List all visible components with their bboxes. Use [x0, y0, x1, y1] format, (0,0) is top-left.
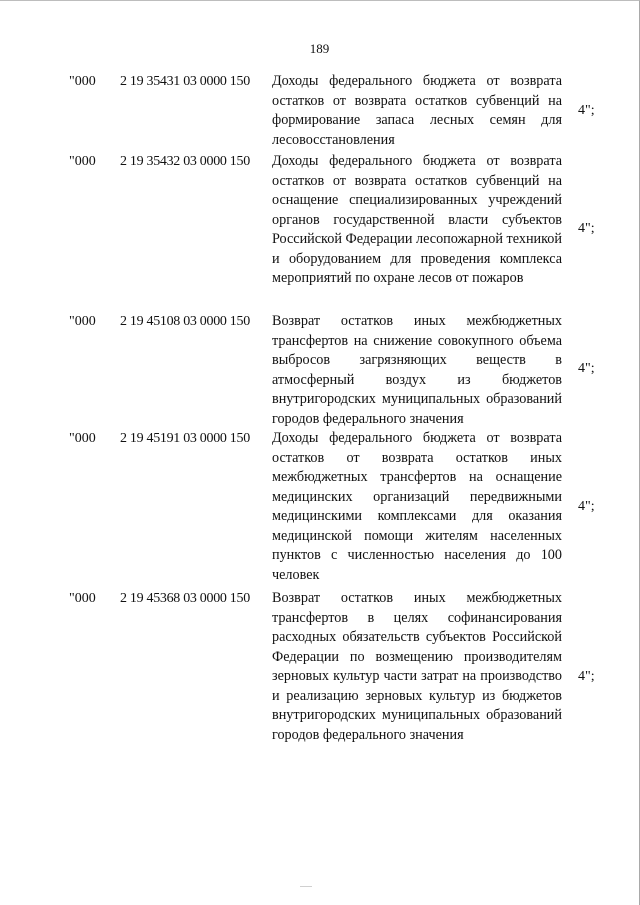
scan-artifact-line — [300, 886, 312, 887]
entry-suffix: 4"; — [578, 221, 595, 236]
page-number: 189 — [309, 41, 330, 56]
budget-classification-code: 2 19 45368 03 0000 150 — [120, 591, 250, 606]
entry-prefix: "000 — [69, 431, 96, 446]
entry-suffix: 4"; — [578, 361, 595, 376]
entry-suffix: 4"; — [578, 499, 595, 514]
entry-prefix: "000 — [69, 74, 96, 89]
budget-classification-code: 2 19 45191 03 0000 150 — [120, 431, 250, 446]
entry-description: Доходы федерального бюджета от возврата остатков от возврата остатков иных межбюджетных трансфертов на оснащение медицинских организаций передвижными медицинскими комплексами для оказания медицинской помощи жителям населенных пунктов с численностью населения до 100 человек — [272, 430, 562, 583]
entry-prefix: "000 — [69, 314, 96, 329]
entry-prefix: "000 — [69, 154, 96, 169]
budget-classification-code: 2 19 45108 03 0000 150 — [120, 314, 250, 329]
entry-prefix: "000 — [69, 591, 96, 606]
budget-classification-code: 2 19 35431 03 0000 150 — [120, 74, 250, 89]
entry-description: Доходы федерального бюджета от возврата остатков от возврата остатков субвенций на оснащение специализированных учреждений органов государственной власти субъектов Российской Федерации лесопожарной техникой и оборудованием для проведения комплекса мероприятий по охране лесов от пожаров — [272, 153, 562, 286]
entry-description: Возврат остатков иных межбюджетных трансфертов в целях софинансирования расходных обязательств субъектов Российской Федерации по возмещению производителям зерновых культур части затрат на производство и реализацию зерновых культур из бюджетов внутригородских муниципальных образований городов федерального значения — [272, 590, 562, 743]
budget-classification-code: 2 19 35432 03 0000 150 — [120, 154, 250, 169]
entry-suffix: 4"; — [578, 669, 595, 684]
entry-description: Возврат остатков иных межбюджетных трансфертов на снижение совокупного объема выбросов загрязняющих веществ в атмосферный воздух из бюджетов внутригородских муниципальных образований городов федерального значения — [272, 313, 562, 427]
entry-description: Доходы федерального бюджета от возврата остатков от возврата остатков субвенций на формирование запаса лесных семян для лесовосстановления — [272, 73, 562, 148]
entry-suffix: 4"; — [578, 103, 595, 118]
